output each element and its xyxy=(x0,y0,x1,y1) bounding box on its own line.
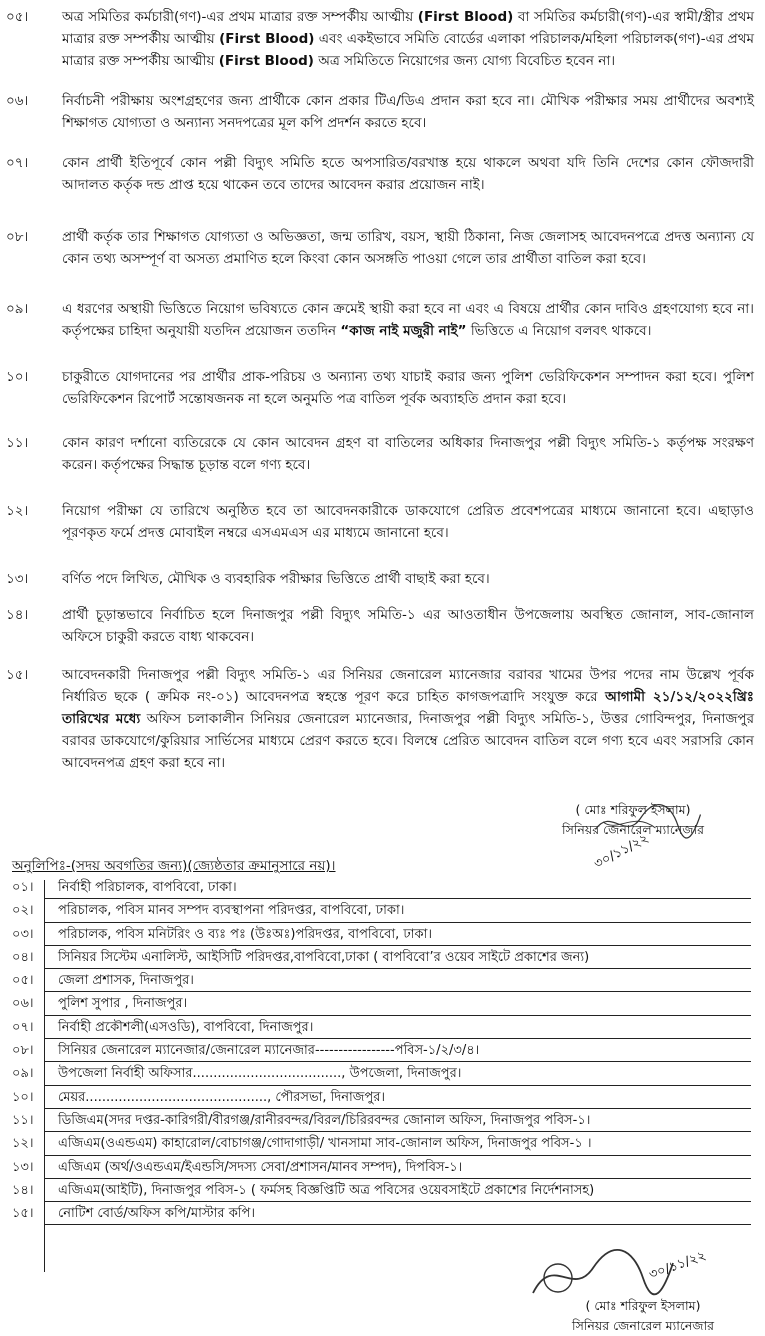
clause-number: ১৩। xyxy=(6,571,29,587)
cc-item-text: পরিচালক, পবিস মনিটরিং ও ব্যঃ পঃ (উঃঅঃ)পরিদপ্তর, বাপবিবো, ঢাকা। xyxy=(58,926,432,942)
clause-text-segment: ভিত্তিতে এ নিয়োগ বলবৎ থাকবে। xyxy=(466,323,652,339)
clause-text xyxy=(62,664,754,774)
cc-item-text: নির্বাহী পরিচালক, বাপবিবো, ঢাকা। xyxy=(58,880,237,895)
clause-text-segment: নিয়োগ পরীক্ষা যে তারিখে অনুষ্ঠিত হবে তা আবেদনকারীকে ডাকযোগে প্রেরিত প্রবেশপত্রের মাধ্যমে জানানো হবে। এছাড়াও পূরণকৃত ফর্মে প্রদত্ত মোবাইল নম্বরে এসএমএস এর মাধ্যমে জানানো হবে। xyxy=(62,503,754,541)
cc-item-text: পরিচালক, পবিস মানব সম্পদ ব্যবস্থাপনা পরিদপ্তর, বাপবিবো, ঢাকা। xyxy=(58,903,405,919)
clause-number: ১০। xyxy=(6,369,29,385)
cc-item xyxy=(0,1086,765,1109)
clause-text-segment: বর্ণিত পদে লিখিত, মৌখিক ও ব্যবহারিক পরীক্ষার ভিত্তিতে প্রার্থী বাছাই করা হবে। xyxy=(62,571,490,587)
cc-item-text: এজিএম (অর্থ/ওএন্ডএম/ইএন্ডসি/সদস্য সেবা/প্রশাসন/মানব সম্পদ), দিপবিস-১। xyxy=(58,1159,463,1175)
clause-text-segment: অত্র সমিতিতে নিয়োগের জন্য যোগ্য বিবেচিত হবেন না। xyxy=(313,53,616,69)
clause-text-emphasis: (First Blood) xyxy=(218,53,314,69)
clause-text xyxy=(62,90,754,134)
signatory-title: সিনিয়র জেনারেল ম্যানেজার xyxy=(562,822,704,837)
signatory-name: ( মোঃ শরিফুল ইসলাম) xyxy=(575,802,691,817)
clause-number: ০৬। xyxy=(6,93,29,109)
clause-text-emphasis: (First Blood) xyxy=(219,31,315,47)
cc-item xyxy=(0,946,765,969)
cc-item-text: সিনিয়র জেনারেল ম্যানেজার/জেনারেল ম্যানেজার-----------------পবিস-১/২/৩/৪। xyxy=(58,1043,480,1059)
cc-item xyxy=(0,1109,765,1132)
clause-text-segment: অফিস চলাকালীন সিনিয়র জেনারেল ম্যানেজার, দিনাজপুর পল্লী বিদ্যুৎ সমিতি-১, উত্তর গোবিন্দপুর, দিনাজপুর বরাবর ডাকযোগে/কুরিয়ার সার্ভিসের মাধ্যমে প্রেরণ করতে হবে। বিলম্বে প্রেরিত আবেদন বাতিল বলে গণ্য হবে এবং সরাসরি কোন আবেদনপত্র গ্রহণ করা হবে না। xyxy=(62,711,754,771)
clause-item xyxy=(6,604,758,648)
clause-number: ০৭। xyxy=(6,155,29,171)
cc-item xyxy=(0,1179,765,1202)
cc-item xyxy=(0,1132,765,1155)
clause-text-emphasis: (First Blood) xyxy=(417,9,514,25)
cc-item-number: ১৫। xyxy=(12,1206,34,1222)
cc-item-number: ০৩। xyxy=(12,926,34,942)
cc-item-number: ১৪। xyxy=(12,1182,34,1198)
signature-block-top xyxy=(548,800,718,873)
clause-text-emphasis: “কাজ নাই মজুরী নাই” xyxy=(340,323,467,339)
clause-text xyxy=(62,500,754,544)
cc-item-text: এজিএম(আইটি), দিনাজপুর পবিস-১ ( ফর্মসহ বিজ্ঞপ্তিটি অত্র পবিসের ওয়েবসাইটে প্রকাশের নির্দেশনাসহ) xyxy=(58,1182,595,1198)
clause-text xyxy=(62,226,754,270)
clause-item xyxy=(6,664,758,774)
cc-item xyxy=(0,1156,765,1179)
clause-item xyxy=(6,432,758,476)
clause-text-segment: বা সমিতির কর্মচারী(গণ)-এর স্বামী/স্ত্রীর প্রথম মাত্রার রক্ত সম্পর্কীয় আত্মীয় xyxy=(62,9,755,47)
clause-item xyxy=(6,366,758,410)
clause-text xyxy=(62,152,754,196)
cc-item xyxy=(0,1039,765,1062)
clause-text xyxy=(62,366,754,410)
clause-item xyxy=(6,152,758,196)
clause-text xyxy=(62,432,754,476)
cc-item-text: নোটিশ বোর্ড/অফিস কপি/মাস্টার কপি। xyxy=(58,1206,256,1222)
clause-text-segment: আবেদনকারী দিনাজপুর পল্লী বিদ্যুৎ সমিতি-১ এর সিনিয়র জেনারেল ম্যানেজার বরাবর খামের উপর পদের নাম উল্লেখ পূর্বক নির্ধারিত ছকে ( ক্রমিক নং-০১) আবেদনপত্র স্বহস্তে পূরণ করে চাহিত কাগজপত্রাদি সংযুক্ত করে xyxy=(62,667,754,705)
cc-item-number: ১২। xyxy=(12,1136,34,1152)
cc-item-number: ১১। xyxy=(12,1112,34,1128)
cc-row-divider xyxy=(44,1224,751,1225)
clause-item xyxy=(6,500,758,544)
cc-item-number: ০৬। xyxy=(12,996,34,1012)
clause-text-segment: এ ধরণের অস্থায়ী ভিত্তিতে নিয়োগ ভবিষ্যতে কোন ক্রমেই স্থায়ী করা হবে না এবং এ বিষয়ে প্রার্থীর কোন দাবিও গ্রহণযোগ্য হবে না। কর্তৃপক্ষের চাহিদা অনুযায়ী যতদিন প্রয়োজন ততদিন xyxy=(62,301,754,339)
cc-item-number: ১০। xyxy=(12,1089,34,1105)
clause-text xyxy=(62,604,754,648)
signatory-title: সিনিয়র জেনারেল ম্যানেজার xyxy=(572,1318,714,1333)
cc-item xyxy=(0,992,765,1015)
clause-item xyxy=(6,298,758,342)
clause-text xyxy=(62,6,754,72)
clause-number: ০৫। xyxy=(6,9,29,25)
cc-item-number: ০৮। xyxy=(12,1043,34,1059)
clause-text-segment: কোন প্রার্থী ইতিপূর্বে কোন পল্লী বিদ্যুৎ সমিতি হতে অপসারিত/বরখাস্ত হয়ে থাকলে অথবা যদি তিনি দেশের কোন ফৌজদারী আদালত কর্তৃক দন্ড প্রাপ্ত হয়ে থাকেন তবে তাদের আবেদন করার প্রয়োজন নাই। xyxy=(62,155,754,193)
cc-item-text: পুলিশ সুপার , দিনাজপুর। xyxy=(58,996,188,1012)
cc-item-text: এজিএম(ওএন্ডএম) কাহারোল/বোচাগঞ্জ/গোদাগাড়ী/ খানসামা সাব-জোনাল অফিস, দিনাজপুর পবিস-১ । xyxy=(58,1136,592,1152)
clause-item xyxy=(6,226,758,270)
cc-item-number: ০২। xyxy=(12,903,34,919)
clause-text-segment: কোন কারণ দর্শানো ব্যতিরেকে যে কোন আবেদন গ্রহণ বা বাতিলের অধিকার দিনাজপুর পল্লী বিদ্যুৎ সমিতি-১ কর্তৃপক্ষ সংরক্ষণ করেন। কর্তৃপক্ষের সিদ্ধান্ত চূড়ান্ত বলে গণ্য হবে। xyxy=(62,435,754,473)
cc-list xyxy=(0,876,765,1225)
cc-item xyxy=(0,923,765,946)
clause-number: ১৫। xyxy=(6,667,29,683)
clause-text-segment: অত্র সমিতির কর্মচারী(গণ)-এর প্রথম মাত্রার রক্ত সম্পর্কীয় আত্মীয় xyxy=(62,9,418,25)
cc-item-number: ০১। xyxy=(12,880,34,895)
cc-item-text: নির্বাহী প্রকৌশলী(এসওডি), বাপবিবো, দিনাজপুর। xyxy=(58,1019,314,1035)
clause-text-emphasis: আগামী ২১/১২/২০২২খ্রিঃ তারিখের মধ্যে xyxy=(62,689,755,727)
cc-item-number: ১৩। xyxy=(12,1159,34,1175)
cc-heading: অনুলিপিঃ-(সদয় অবগতির জন্য)(জ্যেষ্ঠতার ক্রমানুসারে নয়)। xyxy=(12,858,336,874)
clause-text-segment: চাকুরীতে যোগদানের পর প্রার্থীর প্রাক-পরিচয় ও অন্যান্য তথ্য যাচাই করার জন্য পুলিশ ভেরিফিকেশন সম্পাদন করা হবে। পুলিশ ভেরিফিকেশন রিপোর্ট সন্তোষজনক না হলে অনুমতি পত্র বাতিল পূর্বক অব্যাহতি প্রদান করা হবে। xyxy=(62,369,754,407)
clause-item xyxy=(6,568,758,590)
clause-item xyxy=(6,6,758,72)
cc-item-text: জেলা প্রশাসক, দিনাজপুর। xyxy=(58,973,194,989)
cc-item-text: সিনিয়র সিস্টেম এনালিস্ট, আইসিটি পরিদপ্তর,বাপবিবো,ঢাকা ( বাপবিবো’র ওয়েব সাইটে প্রকাশের জন্য) xyxy=(58,949,590,965)
cc-item xyxy=(0,1062,765,1085)
cc-item xyxy=(0,1202,765,1225)
clause-number: ০৮। xyxy=(6,229,29,245)
clause-number: ১১। xyxy=(6,435,29,451)
signature-date: ৩০/১১/২২ xyxy=(647,1248,709,1283)
cc-item xyxy=(0,969,765,992)
cc-item xyxy=(0,876,765,899)
cc-item-number: ০৯। xyxy=(12,1066,34,1082)
cc-item-text: উপজেলা নির্বাহী অফিসার...................................., উপজেলা, দিনাজপুর। xyxy=(58,1066,462,1082)
cc-item-text: মেয়র............................................, পৌরসভা, দিনাজপুর। xyxy=(58,1089,385,1105)
cc-item-number: ০৫। xyxy=(12,973,34,989)
clause-number: ০৯। xyxy=(6,301,29,317)
cc-item xyxy=(0,899,765,922)
cc-item-number: ০৪। xyxy=(12,949,34,965)
clause-text-segment: নির্বাচনী পরীক্ষায় অংশগ্রহণের জন্য প্রার্থীকে কোন প্রকার টিএ/ডিএ প্রদান করা হবে না। মৌখিক পরীক্ষার সময় প্রার্থীদের অবশ্যই শিক্ষাগত যোগ্যতা ও অন্যান্য সনদপত্রের মূল কপি প্রদর্শন করতে হবে। xyxy=(62,93,754,131)
clause-number: ১৪। xyxy=(6,607,29,623)
clause-number: ১২। xyxy=(6,503,29,519)
clause-text xyxy=(62,568,754,590)
cc-item-text: ডিজিএম(সদর দপ্তর-কারিগরী/বীরগঞ্জ/রানীরবন্দর/বিরল/চিরিরবন্দর জোনাল অফিস, দিনাজপুর পবিস-১। xyxy=(58,1112,591,1128)
signature-block-bottom xyxy=(558,1248,728,1336)
signatory-name: ( মোঃ শরিফুল ইসলাম) xyxy=(585,1298,701,1313)
clause-item xyxy=(6,90,758,134)
cc-item-number: ০৭। xyxy=(12,1019,34,1035)
clause-text-segment: এবং একইভাবে সমিতি বোর্ডের এলাকা পরিচালক/মহিলা পরিচালক(গণ)-এর প্রথম মাত্রার রক্ত সম্পর্কীয় আত্মীয় xyxy=(62,31,754,69)
clause-text-segment: প্রার্থী কর্তৃক তার শিক্ষাগত যোগ্যতা ও অভিজ্ঞতা, জন্ম তারিখ, বয়স, স্থায়ী ঠিকানা, নিজ জেলাসহ আবেদনপত্রে প্রদত্ত অন্যান্য যে কোন তথ্য অসম্পূর্ণ বা অসত্য প্রমাণিত হলে কিংবা কোন অসঙ্গতি পাওয়া গেলে তার প্রার্থীতা বাতিল করা হবে। xyxy=(62,229,754,267)
cc-item xyxy=(0,1016,765,1039)
clause-text-segment: প্রার্থী চূড়ান্তভাবে নির্বাচিত হলে দিনাজপুর পল্লী বিদ্যুৎ সমিতি-১ এর আওতাধীন উপজেলায় অবস্থিত জোনাল, সাব-জোনাল অফিসে চাকুরী করতে বাধ্য থাকবেন। xyxy=(62,607,754,645)
clause-text xyxy=(62,298,754,342)
signature-date: ৩০/১১/২২ xyxy=(591,830,652,873)
